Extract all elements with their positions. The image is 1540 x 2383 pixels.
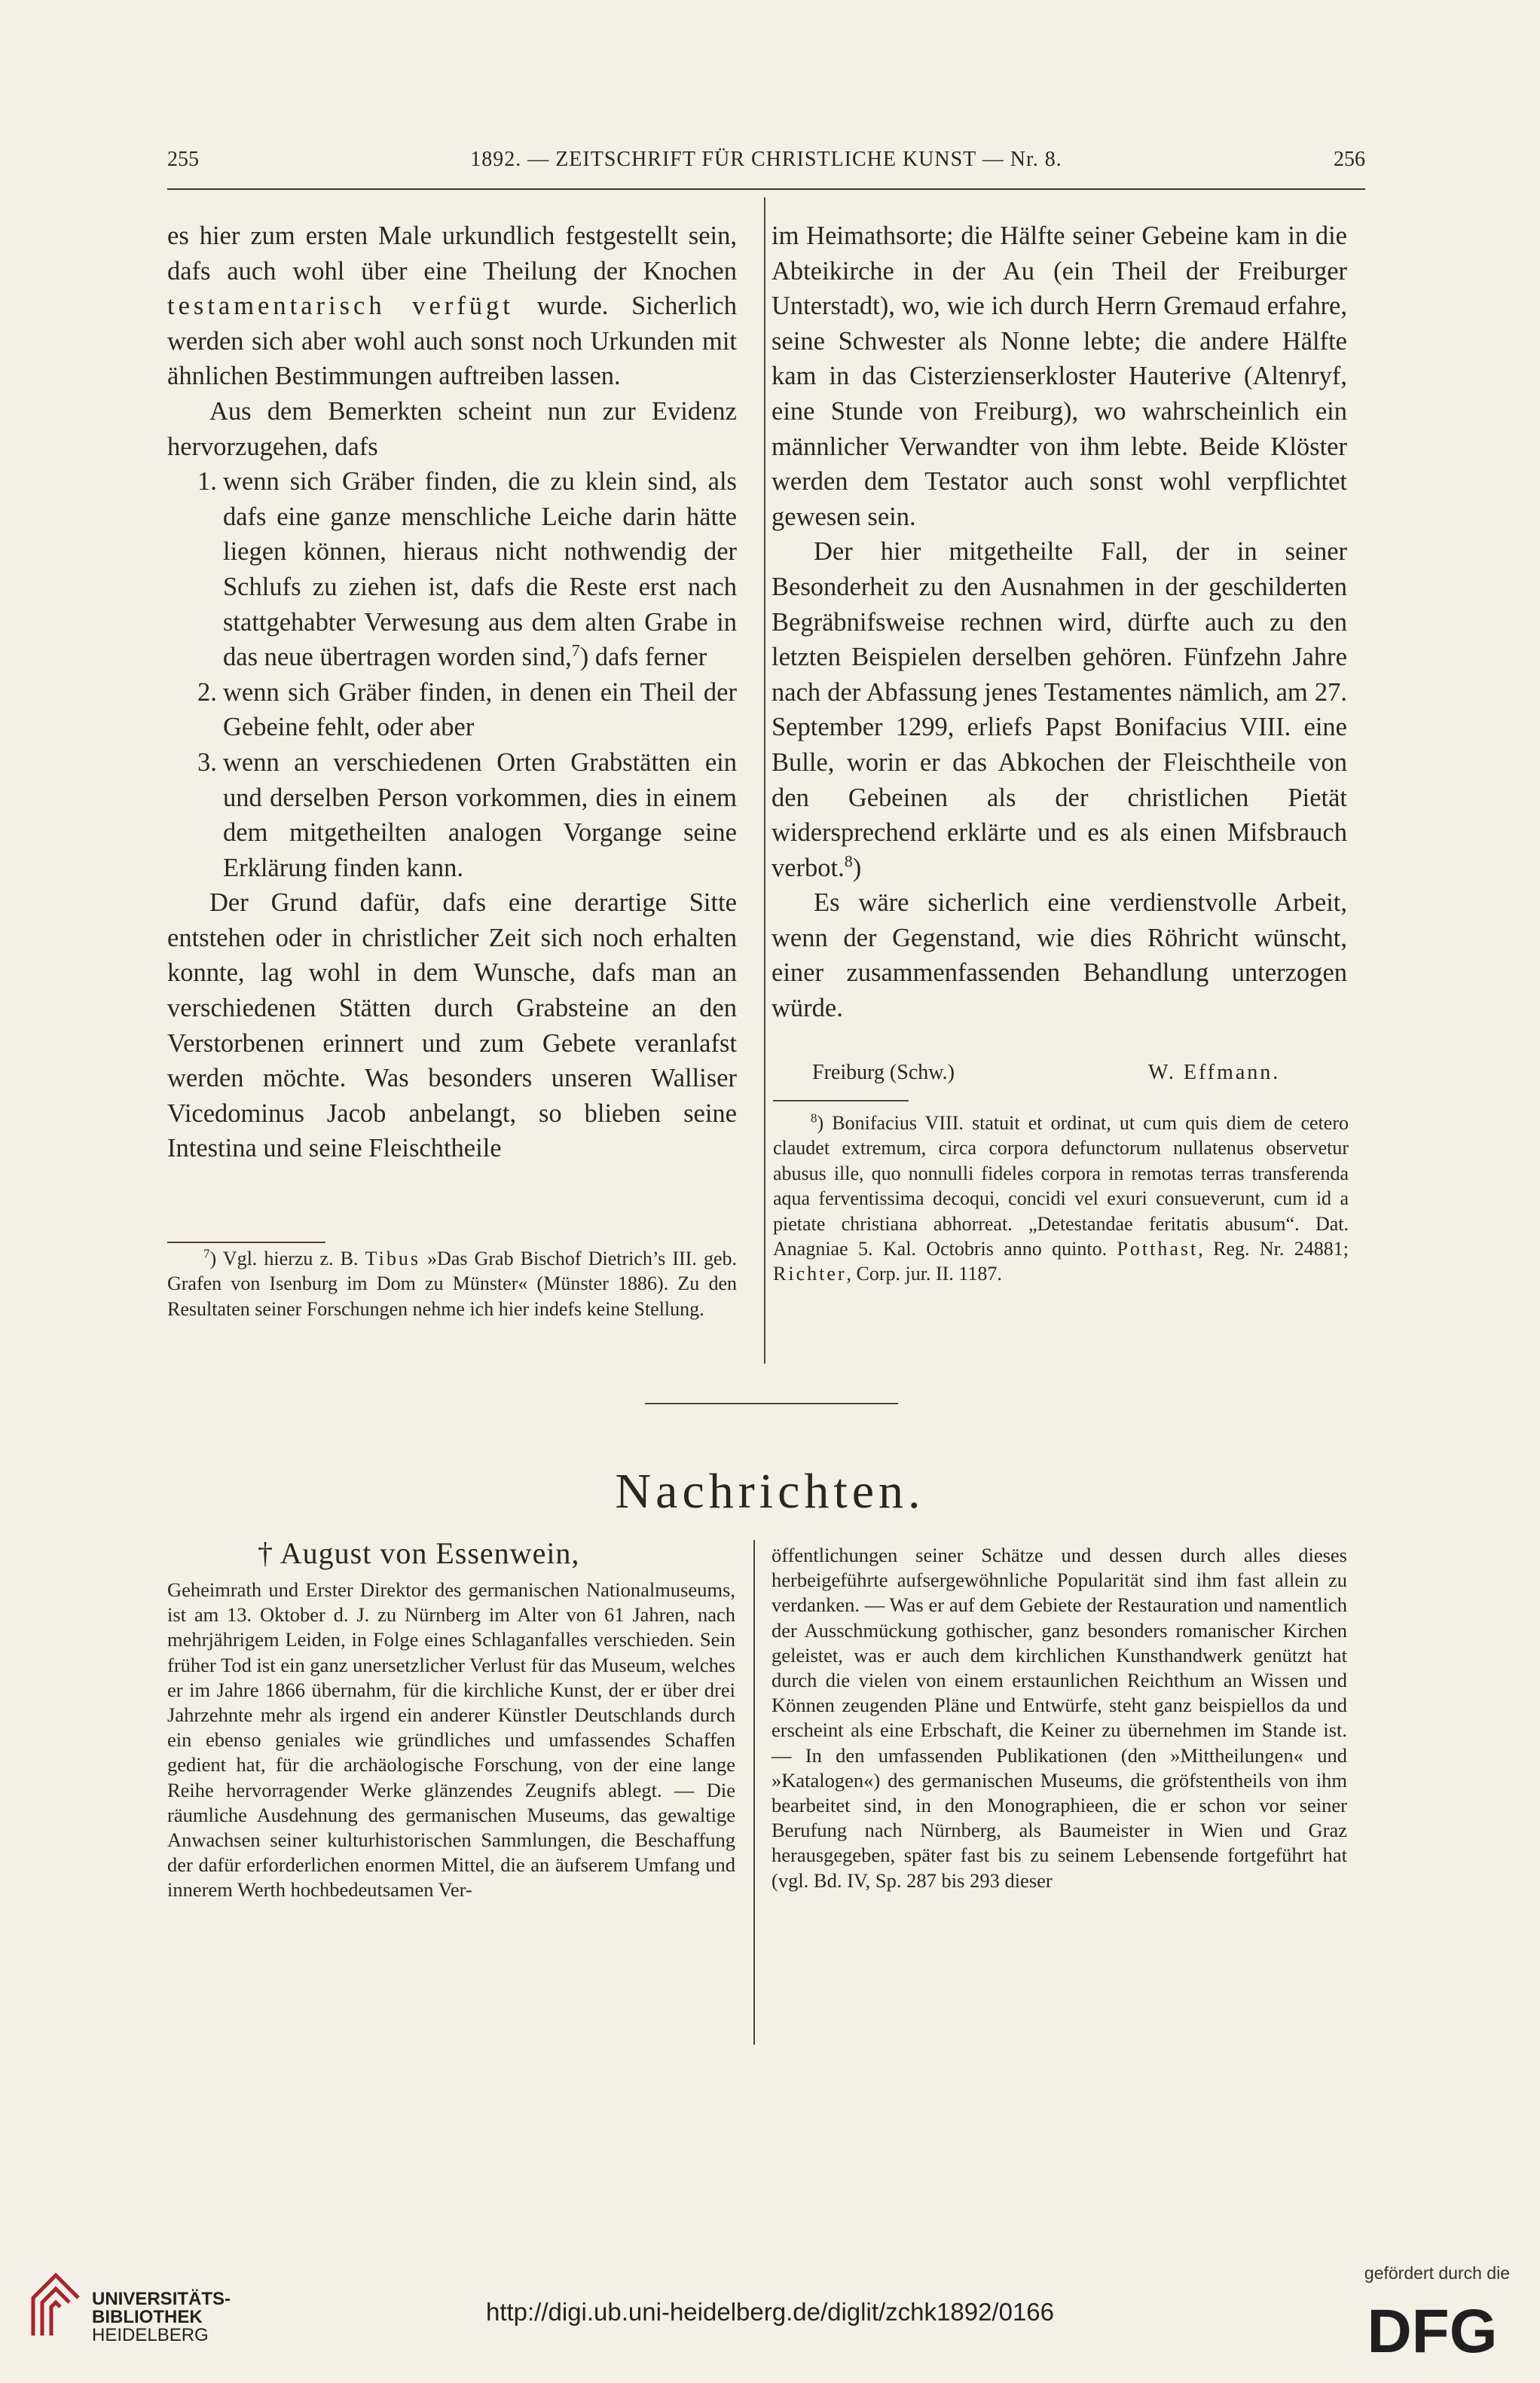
- paragraph-3: Der Grund dafür, dafs eine derartige Sitte entstehen oder in christlicher Zeit sich noch erhalten konnte, lag wohl in dem Wunsche, dafs man an verschiedenen Stätten durch Grabsteine an den Verstorbenen erinnert und zum Gebete veranlafst werden möchte. Was besonders unseren Walliser Vicedominus Jacob anbelangt, so blieben seine Intestina und seine Fleischtheile: [167, 888, 737, 1163]
- footnote-text: [773, 1111, 1349, 1287]
- text-run: , Reg. Nr. 24881;: [1198, 1238, 1349, 1260]
- paragraph-1: im Heimathsorte; die Hälfte seiner Gebeine kam in die Abteikirche in der Au (ein Theil der Freiburger Unterstadt), wo, wie ich durch Herrn Gremaud erfahre, seine Schwester als Nonne lebte; die andere Hälfte kam in das Cisterzienserkloster Hauterive (Altenryf, eine Stunde von Freiburg), wo wahrscheinlich ein männlicher Verwandter von ihm lebte. Beide Klöster werden dem Testator auch sonst wohl verpflichtet gewesen sein.: [772, 221, 1347, 531]
- paragraph-2: [772, 534, 1347, 885]
- spaced-text: testamentarisch verfügt: [167, 292, 514, 321]
- paragraph-3: Es wäre sicherlich eine verdienstvolle Arbeit, wenn der Gegenstand, wie dies Röhricht wünscht, einer zusammenfassenden Behandlung unterzogen würde.: [772, 888, 1347, 1023]
- signature-place: Freiburg (Schw.): [812, 1061, 955, 1084]
- page-number-left: 255: [167, 148, 199, 171]
- footnote-marker: 7: [203, 1246, 210, 1261]
- spaced-text: Tibus: [365, 1248, 420, 1269]
- funded-by-label: gefördert durch die: [1364, 2263, 1510, 2283]
- footnote-rule-right: [773, 1100, 909, 1101]
- journal-title: 1892. — ZEITSCHRIFT FÜR CHRISTLICHE KUNST — Nr. 8.: [470, 148, 1062, 171]
- list-item: [167, 464, 737, 675]
- institution-line: HEIDELBERG: [92, 2325, 209, 2345]
- text-run: »Das Grab Bischof Dietrich’s III. geb. Grafen von Isenburg im Dom zu Münster« (Münster 1886). Zu den Resultaten seiner Forschungen nehme ich hier indefs keine Stellung.: [167, 1248, 737, 1320]
- header-rule: [167, 188, 1365, 190]
- section-title: Nachrichten.: [615, 1464, 925, 1519]
- text-run: wurde. Sicherlich werden sich aber wohl auch sonst noch Urkunden mit ähnlichen Bestimmungen auftreiben lassen.: [167, 292, 737, 391]
- obituary-heading: † August von Essenwein,: [258, 1536, 580, 1570]
- spaced-text: Potthast: [1117, 1238, 1199, 1260]
- footnote-text: [167, 1246, 737, 1321]
- page-number-right: 256: [1334, 148, 1365, 171]
- list-text: wenn sich Gräber finden, die zu klein sind, als dafs eine ganze menschliche Leiche darin hätte liegen können, hieraus nicht nothwendig der Schlufs zu ziehen ist, dafs die Reste erst nach stattgehabter Verwesung aus dem alten Grabe in das neue übertragen worden sind,: [223, 467, 737, 672]
- news-text: öffentlichungen seiner Schätze und dessen durch alles dieses herbeigeführte aufsergewöhnliche Popularität sind ihm fast allein zu verdanken. — Was er auf dem Gebiete der Restauration und namentlich der Ausschmückung gothischer, ganz besonders romanischer Kirchen geleistet, was er auch dem kirchlichen Kunsthandwerk genützt hat durch die vielen von einem erstaunlichen Reichthum an Wissen und Können zeugenden Pläne und Entwürfe, steht ganz beispiellos da und erscheint als eine Erbschaft, die Keiner zu übernehmen im Stande ist. — In den umfassenden Publikationen (den »Mittheilungen« und »Katalogen«) des germanischen Museums, die gröfstentheils von ihm bearbeitet sind, in den Monographieen, die er schon vor seiner Berufung nach Nürnberg, als Baumeister in Wien und Graz herausgegeben, später fast bis zu seinem Lebensende fortgeführt hat (vgl. Bd. IV, Sp. 287 bis 293 dieser: [772, 1544, 1347, 1892]
- institution-line: BIBLIOTHEK: [92, 2307, 203, 2327]
- text-run: , Corp. jur. II. 1187.: [846, 1263, 1002, 1285]
- dfg-logo-text: DFG: [1367, 2298, 1498, 2358]
- footnote-8: [773, 1111, 1349, 1287]
- text-run: Der hier mitgetheilte Fall, der in seiner Besonderheit zu den Ausnahmen in der geschilderten Begräbnifsweise rechnen wird, dürfte auch zu den letzten Beispielen derselben gehören. Fünfzehn Jahre nach der Abfassung jenes Testamentes nämlich, am 27. September 1299, erliefs Papst Bonifacius VIII. eine Bulle, worin er das Abkochen der Fleischtheile von den Gebeinen als der christlichen Pietät widersprechend erklärte und es als einen Mifsbrauch verbot.: [772, 537, 1347, 882]
- right-column: [772, 218, 1347, 1026]
- text-run: ) Vgl. hierzu z. B.: [209, 1248, 365, 1269]
- footnote-marker: 8: [811, 1111, 817, 1126]
- text-run: ): [852, 853, 862, 882]
- column-divider-bottom: [753, 1540, 755, 2045]
- dfg-logo: [1355, 2298, 1510, 2358]
- news-text: Geheimrath und Erster Direktor des germanischen Nationalmuseums, ist am 13. Oktober d. J. zu Nürnberg im Alter von 61 Jahren, nach mehrjährigem Leiden, in Folge eines Schlaganfalles verschieden. Sein früher Tod ist ein ganz unersetzlicher Verlust für das Museum, welches er im Jahre 1866 übernahm, für die kirchliche Kunst, der er über drei Jahrzehnte mehr als irgend ein anderer Künstler Deutschlands durch ein ebenso geniales wie gründliches und umfassendes Schaffen gedient hat, für die archäologische Forschung, von der eine lange Reihe hervorragender Werke glänzendes Zeugnifs ablegt. — Die räumliche Ausdehnung des germanischen Museums, das gewaltige Anwachsen seiner kulturhistorischen Sammlungen, die Beschaffung der dafür erforderlichen enormen Mittel, die an äufserem Umfang und innerem Werth hochbedeutsamen Ver-: [167, 1578, 735, 1902]
- signature-author: W. Effmann.: [1148, 1061, 1281, 1084]
- column-divider-top: [764, 197, 765, 1364]
- news-right-column: [772, 1543, 1347, 1893]
- text-run: es hier zum ersten Male urkundlich festgestellt sein, dafs auch wohl über eine Theilung der Knochen: [167, 221, 737, 286]
- list-number: 1.: [197, 467, 217, 496]
- footnote-ref: 7: [571, 640, 580, 660]
- news-left-column: [167, 1578, 735, 1903]
- left-column: [167, 218, 737, 1166]
- institution-line: UNIVERSITÄTS-: [92, 2289, 231, 2309]
- running-header: [167, 148, 1365, 178]
- list-number: 3.: [197, 747, 217, 777]
- list-item: [167, 675, 737, 745]
- footnote-rule-left: [167, 1242, 325, 1243]
- list-text: wenn sich Gräber finden, in denen ein Theil der Gebeine fehlt, oder aber: [223, 677, 737, 742]
- section-rule: [645, 1403, 898, 1404]
- footnote-ref: 8: [844, 851, 853, 871]
- text-run: ) Bonifacius VIII. statuit et ordinat, ut cum quis diem de cetero claudet extremum, circa corpora defunctorum nullatenus observetur abusus ille, quo nonnulli fideles corpora in remotas terras transferenda aqua ferventissima decoqui, concidi vel exuri consueverunt, cum id a pietate christiana abhorreat. „Detestandae feritatis abusum“. Dat. Anagniae 5. Kal. Octobris anno quinto.: [773, 1112, 1349, 1260]
- numbered-list: [167, 464, 737, 885]
- list-text: wenn an verschiedenen Orten Grabstätten ein und derselben Person vorkommen, dies in einem dem mitgetheilten analogen Vorgange seine Erklärung finden kann.: [223, 747, 737, 882]
- footnote-7: [167, 1246, 737, 1321]
- paragraph-2: Aus dem Bemerkten scheint nun zur Evidenz hervorzugehen, dafs: [167, 396, 737, 461]
- list-text-tail: ) dafs ferner: [579, 643, 707, 672]
- list-item: [167, 745, 737, 885]
- paragraph-1: [167, 218, 737, 394]
- list-number: 2.: [197, 677, 217, 707]
- spaced-text: Richter: [773, 1263, 847, 1285]
- source-url[interactable]: http://digi.ub.uni-heidelberg.de/diglit/zchk1892/0166: [485, 2298, 1055, 2326]
